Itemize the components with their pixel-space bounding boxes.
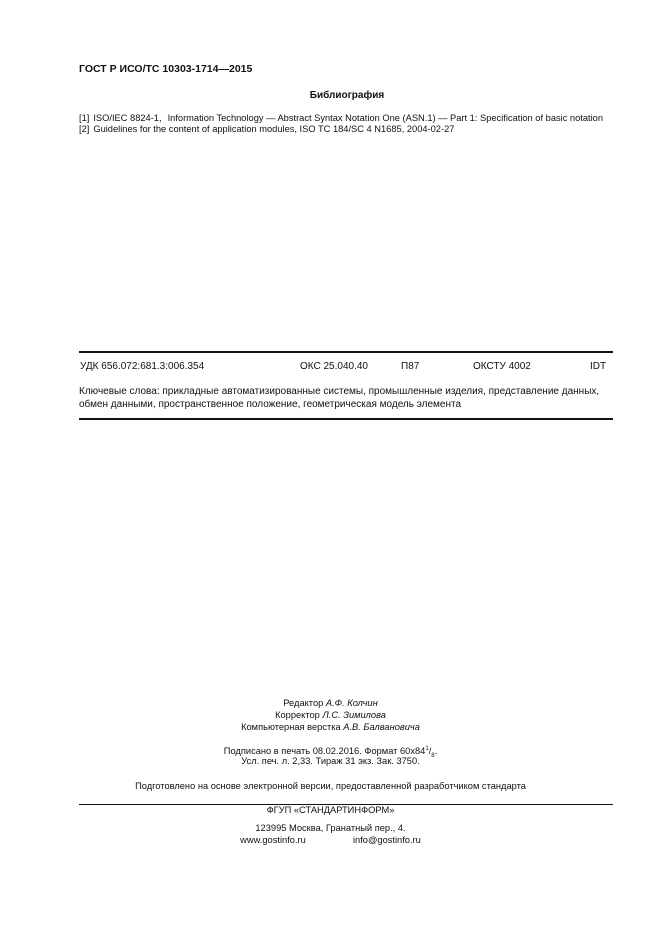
publisher-website[interactable]: www.gostinfo.ru — [240, 835, 306, 845]
p-code: П87 — [401, 361, 420, 372]
layout-line — [0, 722, 661, 734]
signed-line: Подписано в печать 08.02.2016. Формат $60х84^1/_8$. — [223, 746, 438, 759]
corrector-name: Л.С. Зимилова — [322, 710, 386, 720]
corrector-label: Корректор — [275, 710, 320, 720]
bibliography-item-identifier: ISO/IEC 8824-1, — [93, 113, 162, 123]
keywords: Ключевые слова: прикладные автоматизированные системы, промышленные изделия, представление данных, обмен данными, пространственное положение, геометрическая модель элемента — [79, 386, 600, 410]
bibliography-item-number: [1] — [79, 113, 90, 123]
publisher-name: ФГУП «СТАНДАРТИНФОРМ» — [266, 805, 395, 815]
signed-text: Подписано в печать 08.02.2016. Формат 60х84 — [223, 746, 426, 757]
publisher-contacts — [0, 835, 661, 845]
bibliography-item-number: [2] — [79, 124, 90, 134]
editor-line — [0, 698, 661, 710]
udk-code: УДК 656.072:681.3:006.354 — [80, 361, 205, 372]
standard-code: ГОСТ Р ИСО/ТС 10303-1714—2015 — [79, 63, 253, 75]
editor-label: Редактор — [283, 698, 324, 708]
classification-bottom-rule — [79, 418, 613, 420]
format-denominator: 8 — [431, 752, 435, 759]
publisher-email[interactable]: info@gostinfo.ru — [352, 835, 421, 845]
bibliography-item — [79, 113, 619, 124]
bibliography-item-text: Information Technology — Abstract Syntax Notation One (ASN.1) — Part 1: Specification of basic notation — [167, 113, 604, 123]
prepared-note: Подготовлено на основе электронной версии, предоставленной разработчиком стандарта — [135, 781, 526, 791]
format-numerator: 1 — [425, 746, 429, 752]
bibliography-title: Библиография — [309, 90, 385, 101]
oks-code: ОКС 25.040.40 — [300, 361, 368, 372]
bibliography-item — [79, 124, 619, 135]
idt-label: IDT — [590, 361, 607, 372]
layout-label: Компьютерная верстка — [241, 722, 341, 732]
corrector-line — [0, 710, 661, 722]
bibliography-item-text: Guidelines for the content of application modules, ISO TC 184/SC 4 N1685, 2004-02-27 — [93, 124, 455, 134]
layout-name: А.В. Балвановича — [343, 722, 420, 732]
classification-top-rule — [79, 351, 613, 353]
editor-name: А.Ф. Колчин — [325, 698, 378, 708]
okstu-code: ОКСТУ 4002 — [473, 361, 531, 372]
print-stats: Усл. печ. л. 2,33. Тираж 31 экз. Зак. 3750. — [241, 756, 420, 766]
publisher-address: 123995 Москва, Гранатный пер., 4. — [255, 823, 406, 833]
bibliography-list — [79, 113, 619, 135]
